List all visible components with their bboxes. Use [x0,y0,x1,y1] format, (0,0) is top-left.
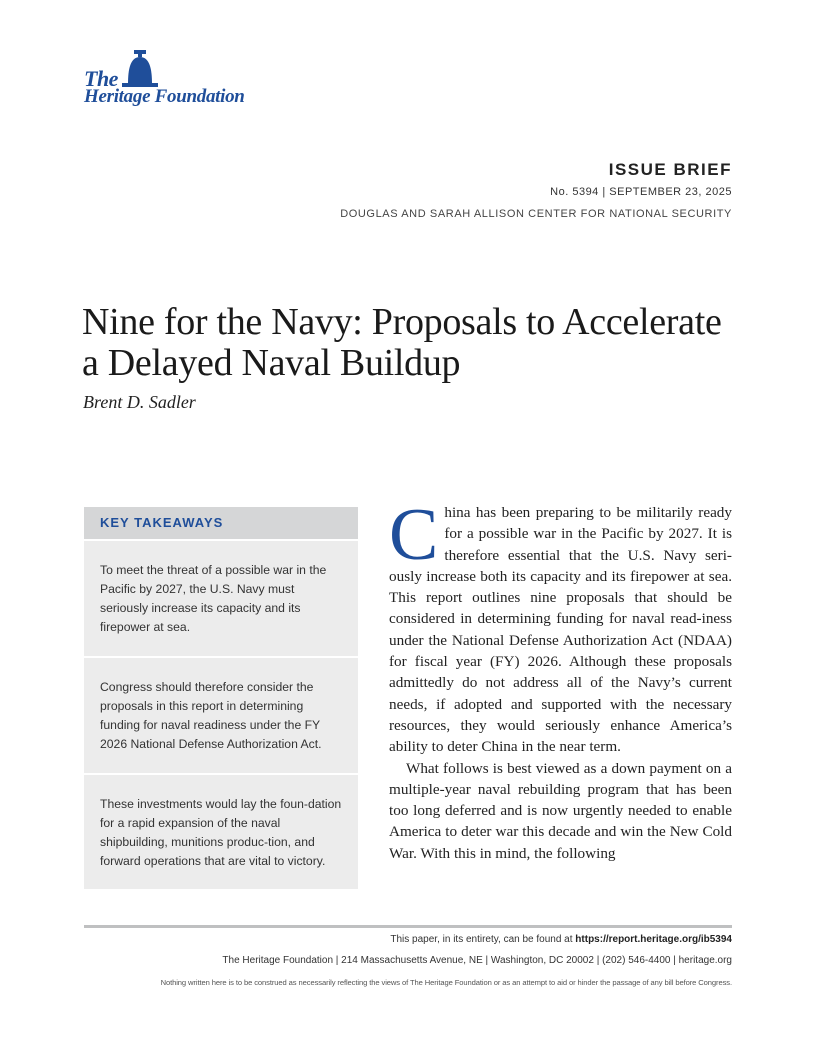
report-link[interactable]: https://report.heritage.org/ib5394 [575,934,732,945]
key-takeaways-box [84,507,358,889]
logo-the: The [84,66,118,91]
footer-divider [84,925,732,928]
footer-availability-text: This paper, in its entirety, can be found at [390,934,576,945]
page-title: Nine for the Navy: Proposals to Accelerate a Delayed Naval Buildup [82,301,722,384]
heritage-logo[interactable] [84,50,284,110]
body-paragraph [389,494,732,758]
logo-name: Heritage Foundation [84,86,245,107]
liberty-bell-icon [118,50,162,90]
footer-address: The Heritage Foundation | 214 Massachusetts Avenue, NE | Washington, DC 20002 | (202) 546-4400 | heritage.org [222,955,732,966]
takeaway-item: To meet the threat of a possible war in the Pacific by 2027, the U.S. Navy must seriously increase its capacity and its firepower at sea. [84,541,358,656]
paragraph-1-text: hina has been preparing to be militarily ready for a possible war in the Pacific by 2027. It is therefore essential that the U.S. Navy seri-ously increase both its capacity and its firepower at sea. This report outlines nine proposals that should be considered in determining funding for naval read-iness under the National Defense Authorization Act (NDAA) for fiscal year (FY) 2026. Although these proposals admittedly do not address all of the Navy’s current needs, if adopted and supported with the necessary resources, they would seriously enhance America’s ability to deter China in the near term. [389,504,732,756]
drop-cap: C [389,494,439,576]
takeaway-item: Congress should therefore consider the proposals in this report in determining funding for naval readiness under the FY 2026 National Defense Authorization Act. [84,658,358,773]
brief-number-date: No. 5394 | SEPTEMBER 23, 2025 [550,186,732,198]
body-text [389,494,732,864]
footer-availability [390,934,732,945]
takeaway-item: These investments would lay the foun-dation for a rapid expansion of the naval shipbuilding, munitions produc-tion, and forward operations that are vital to victory. [84,775,358,889]
footer-disclaimer: Nothing written here is to be construed as necessarily reflecting the views of The Heritage Foundation or as an attempt to aid or hinder the passage of any bill before Congress. [160,978,732,987]
body-paragraph-2: What follows is best viewed as a down payment on a multiple-year naval rebuilding program that has been too long deferred and is now urgently needed to enable America to deter war this decade and win the New Cold War. With this in mind, the following [389,759,732,862]
brief-type: ISSUE BRIEF [608,160,732,179]
brief-center: DOUGLAS AND SARAH ALLISON CENTER FOR NATIONAL SECURITY [340,208,732,220]
key-takeaways-heading: KEY TAKEAWAYS [84,507,358,539]
author: Brent D. Sadler [83,392,196,412]
